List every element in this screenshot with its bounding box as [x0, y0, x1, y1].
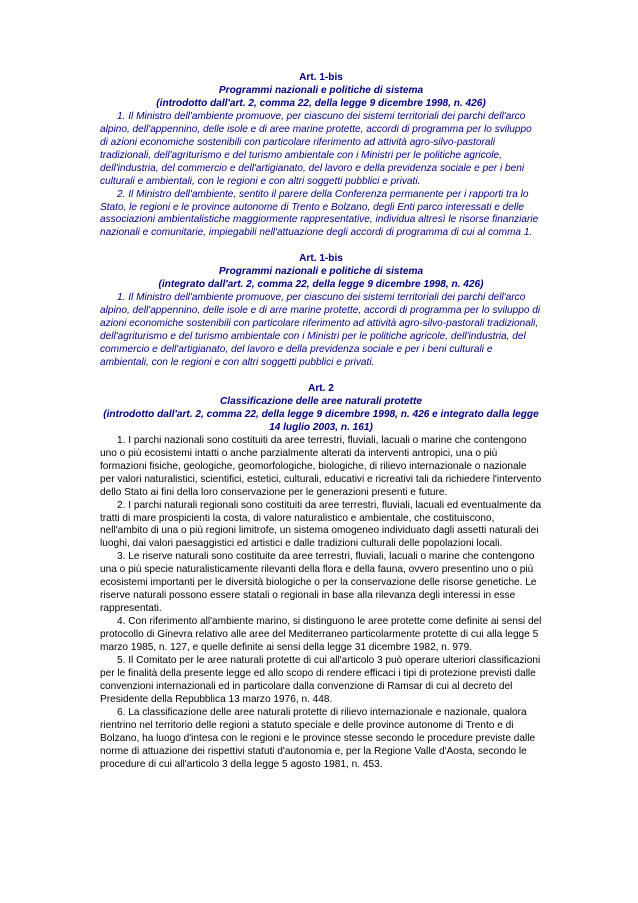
- spacer: [100, 370, 542, 383]
- article-title: Programmi nazionali e politiche di sistema: [218, 266, 424, 278]
- article-source-note: (introdotto dall'art. 2, comma 22, della legge 9 dicembre 1998, n. 426): [156, 97, 486, 109]
- article-source-note: (integrato dall'art. 2, comma 22, della legge 9 dicembre 1998, n. 426): [158, 279, 484, 291]
- section-3-heading: [100, 383, 542, 435]
- article-number: Art. 1-bis: [299, 72, 343, 83]
- paragraph: 2. I parchi naturali regionali sono costituiti da aree terrestri, fluviali, lacuali ed eventualmente da tratti di mare prospicienti la costa, di valore naturalistico e ambientale, che costituiscono, nell'ambito di una o più regioni limitrofe, un sistema omogeneo individuato dagli assetti naturali dei luoghi, dai valori paesaggistici ed artistici e dalle tradizioni culturali delle popolazioni locali.: [100, 499, 542, 550]
- section-1-heading: [100, 72, 542, 111]
- section-2-text: [100, 292, 542, 370]
- paragraph: 1. Il Ministro dell'ambiente promuove, per ciascuno dei sistemi territoriali dei parchi dell'arco alpino, dell'appennino, delle isole e di aree marine protette, accordi di programma per lo sviluppo di azioni economiche sostenibili con particolare riferimento ad attività agro-silvo-pastorali tradizionali, dell'agriturismo e del turismo ambientale con i Ministri per le politiche agricole, dell'industria, del commercio e dell'artigianato, del lavoro e della previdenza sociale e per i beni culturali e ambientali, con le regioni e con altri soggetti pubblici e privati.: [100, 110, 532, 187]
- paragraph: 5. Il Comitato per le aree naturali protette di cui all'articolo 3 può operare ulteriori classificazioni per le finalità della presente legge ed allo scopo di rendere efficaci i tipi di protezione previsti dalle convenzioni internazionali ed in particolare dalla convenzione di Ramsar di cui al decreto del Presidente della Repubblica 13 marzo 1976, n. 448.: [100, 654, 541, 705]
- document-body: [100, 72, 542, 772]
- paragraph: 1. I parchi nazionali sono costituiti da aree terrestri, fluviali, lacuali o marine che contengono uno o più ecosistemi intatti o anche parzialmente alterati da interventi antropici, una o più formazioni fisiche, geologiche, geomorfologiche, biologiche, di rilievo internazionale o nazionale per valori naturalistici, scientifici, estetici, culturali, educativi e ricreativi tali da richiedere l'intervento dello Stato ai fini della loro conservazione per le generazioni presenti e future.: [100, 434, 542, 498]
- article-title: Classificazione delle aree naturali protette: [220, 395, 422, 407]
- paragraph: 3. Le riserve naturali sono costituite da aree terrestri, fluviali, lacuali o marine che contengono una o più specie naturalisticamente rilevanti della flora e della fauna, ovvero presentino uno o più ecosistemi importanti per le diversità biologiche o per la conservazione delle risorse genetiche. Le riserve naturali possono essere statali o regionali in base alla rilevanza degli interessi in esse rappresentati.: [100, 551, 537, 615]
- section-1-text: [100, 111, 542, 241]
- spacer: [100, 240, 542, 253]
- paragraph: 1. Il Ministro dell'ambiente promuove, per ciascuno dei sistemi territoriali dei parchi dell'arco alpino, dell'appennino, delle isole e di arre marine protette, accordi di programma per lo sviluppo di azioni economiche sostenibili con particolare riferimento ad attività agro-silvo-pastorali tradizionali, dell'agriturismo e del turismo ambientale con i Ministri per le politiche agricole, dell'industria, del commercio e dell'artigianato, del lavoro e della previdenza sociale e per i beni culturali e ambientali, con le regioni e con altri soggetti pubblici e privati.: [100, 292, 541, 369]
- article-number: Art. 2: [308, 382, 334, 394]
- paragraph: 4. Con riferimento all'ambiente marino, si distinguono le aree protette come definite ai sensi del protocollo di Ginevra relativo alle aree del Mediterraneo particolarmente protette di cui alla legge 5 marzo 1985, n. 127, e quelle definite ai sensi della legge 31 dicembre 1982, n. 979.: [100, 616, 542, 654]
- article-source-note: (introdotto dall'art. 2, comma 22, della legge 9 dicembre 1998, n. 426 e integrato dalla legge 14 luglio 2003, n. 161): [103, 408, 539, 433]
- article-number: Art. 1-bis: [299, 253, 343, 265]
- section-3-text: [100, 435, 542, 772]
- article-title: Programmi nazionali e politiche di sistema: [218, 84, 424, 96]
- paragraph: 6. La classificazione delle aree naturali protette di rilievo internazionale e nazionale, qualora rientrino nel territorio delle regioni a statuto speciale e delle province autonome di Trento e di Bolzano, ha luogo d'intesa con le regioni e le province stesse secondo le procedure previste dalle norme di attuazione dei rispettivi statuti d'autonomia e, per la Regione Valle d'Aosta, secondo le procedure di cui all'articolo 3 della legge 5 agosto 1981, n. 453.: [100, 706, 536, 770]
- paragraph: 2. Il Ministro dell'ambiente, sentito il parere della Conferenza permanente per i rapporti tra lo Stato, le regioni e le province autonome di Trento e Bolzano, degli Enti parco interessati e delle associazioni ambientalistiche maggiormente rappresentative, individua altresì le risorse finanziarie nazionali e comunitarie, impiegabili nell'attuazione degli accordi di programma di cui al comma 1.: [100, 188, 539, 239]
- section-2-heading: [100, 253, 542, 292]
